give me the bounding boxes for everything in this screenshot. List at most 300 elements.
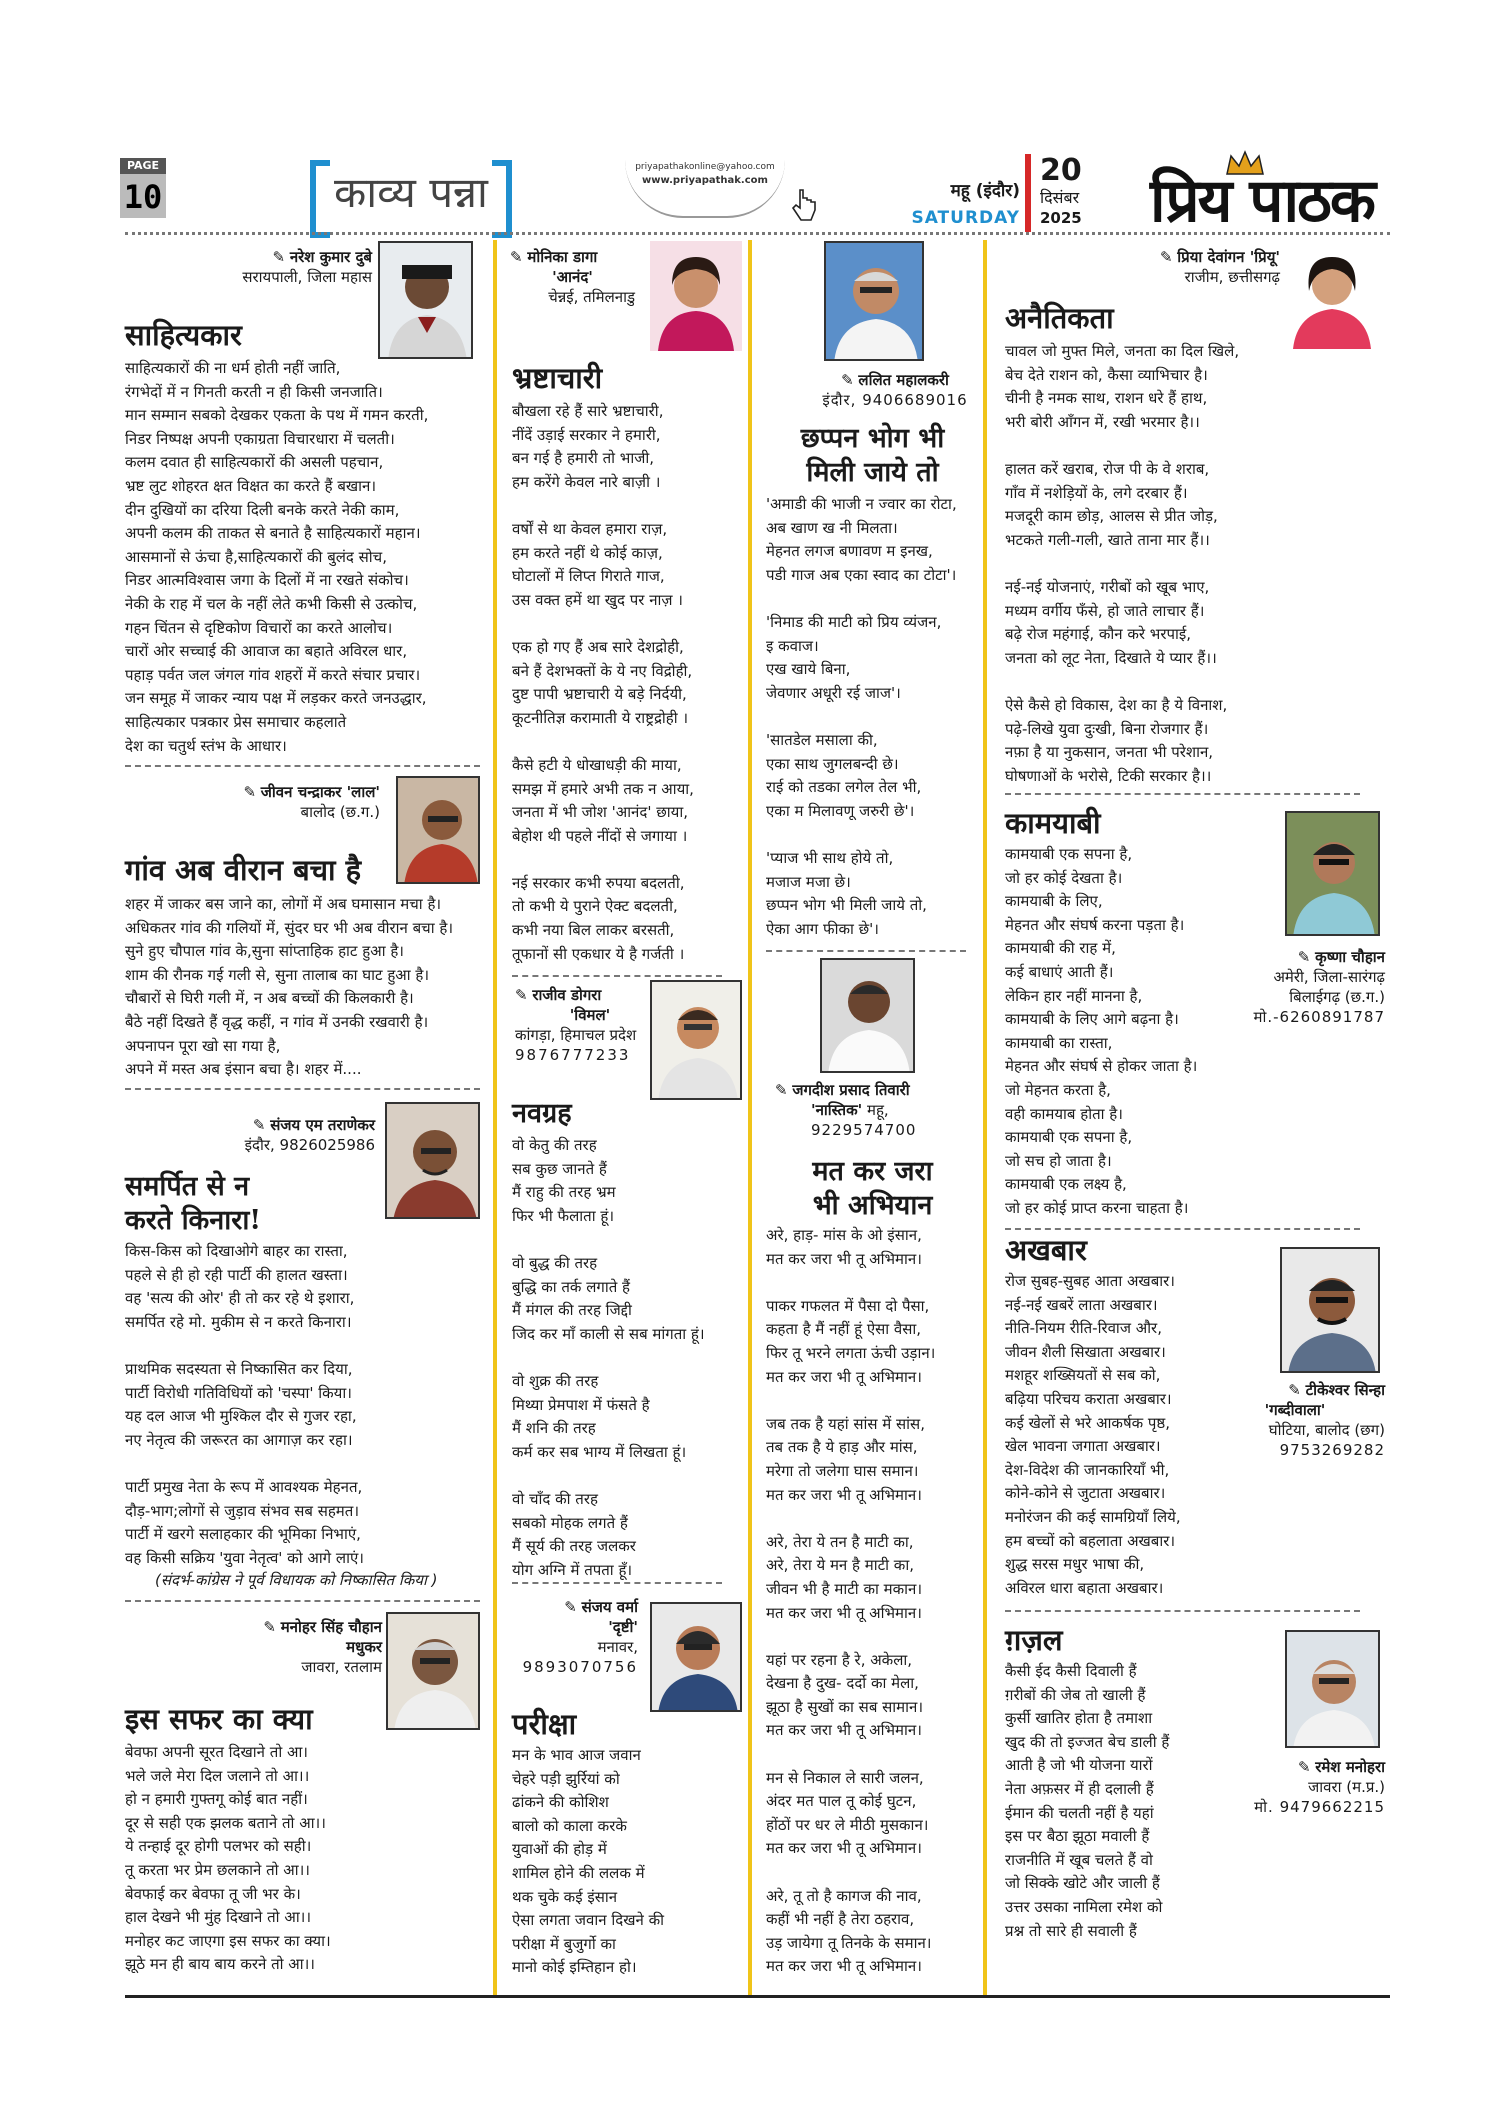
poem-line: कर्म कर सब भाग्य में लिखता हूं।: [512, 1442, 687, 1461]
stanza-gap: [512, 612, 744, 636]
poem-title: इस सफर का क्या: [125, 1702, 313, 1736]
poem-note: [155, 1569, 485, 1593]
poem-line: नई-नई योजनाएं, गरीबों को खूब भाए,: [1005, 577, 1210, 596]
column-divider: [983, 240, 987, 1995]
author-name-line2: 'गब्दीवाला': [1264, 1401, 1326, 1419]
poem-line: किस-किस को दिखाओगे बाहर का रास्ता,: [125, 1242, 348, 1260]
poem-line: समझ में हमारे अभी तक न आया,: [512, 779, 694, 798]
poem-line: जेवणार अधूरी रई जाज'।: [766, 683, 901, 702]
weekday: SATURDAY: [911, 208, 1020, 228]
author-phone: मो. 9479662215: [1254, 1798, 1385, 1816]
poem-line: नई सरकार कभी रुपया बदलती,: [512, 873, 685, 892]
poem-line: साहित्यकारों की ना धर्म होती नहीं जाति,: [125, 359, 341, 377]
author-name: ✎ ललित महालकरी: [810, 370, 980, 390]
poem-line: इ कवाज।: [766, 636, 819, 655]
stanza-gap: [766, 705, 981, 729]
poem-line: हालत करें खराब, रोज पी के वे शराब,: [1005, 459, 1210, 478]
poem-line: प्रश्न तो सारे ही सवाली हैं: [1005, 1921, 1137, 1940]
poem-line: वो शुक्र की तरह: [512, 1371, 599, 1390]
poem-line: तो कभी ये पुराने ऐक्ट बदलती,: [512, 897, 678, 916]
author-name-line2: 'नास्तिक': [811, 1101, 863, 1119]
author-credit: [515, 985, 665, 1065]
section-rule: [1005, 793, 1360, 795]
poem-body: [766, 493, 981, 941]
poem-line: जो हर कोई देखता है।: [1005, 868, 1123, 887]
poem-line: यहां पर रहना है रे, अकेला,: [766, 1650, 913, 1669]
author-place: घोटिया, बालोद (छग): [1268, 1421, 1385, 1439]
poem-line: योग अग्नि में तपता हूँ।: [512, 1560, 633, 1579]
poem-line: मानो कोई इम्तिहान हो।: [512, 1958, 637, 1977]
poem-line: अंदर मत पाल तू कोई घुटन,: [766, 1792, 917, 1811]
poem-line: कोने-कोने से जुटाता अखबार।: [1005, 1484, 1166, 1503]
author-phone: 9893070756: [522, 1658, 638, 1676]
poem-line: समर्पित रहे मो. मुकीम से न करते किनारा।: [125, 1312, 352, 1331]
poem-line: वो चाँद की तरह: [512, 1489, 598, 1508]
poem-line: मेहनत और संघर्ष करना पड़ता है।: [1005, 915, 1185, 934]
poem-line: कामयाबी के लिए,: [1005, 892, 1103, 911]
poem-line: वो बुद्ध की तरह: [512, 1253, 598, 1272]
poem-title-line: भी अभियान: [812, 1190, 933, 1221]
poem-line: नेकी के राह में चल के नहीं लेते कभी किसी से उत्कोच,: [125, 594, 418, 613]
poem-title-line: छप्पन भोग भी: [800, 423, 945, 454]
author-place: बालोद (छ.ग.): [300, 803, 380, 821]
poem-line: कामयाबी की राह में,: [1005, 939, 1116, 958]
author-place: सरायपाली, जिला महास: [242, 268, 372, 286]
author-place: कांगड़ा, हिमाचल प्रदेश: [515, 1026, 637, 1044]
author-credit: [170, 1617, 382, 1677]
stanza-gap: [766, 1743, 981, 1767]
author-place: चेन्नई, तमिलनाडु: [548, 288, 635, 306]
author-name: ✎ संजय वर्मा: [520, 1597, 638, 1617]
poem-line: मध्यम वर्गीय फँसे, हो जाते लाचार हैं।: [1005, 601, 1205, 620]
poem-line: एका म मिलावणू जरुरी छे'।: [766, 801, 915, 820]
author-place: राजीम, छत्तीसगढ़: [1184, 268, 1280, 286]
poem-line: गाँव में नशेड़ियों के, लगे दरबार हैं।: [1005, 483, 1188, 502]
author-photo: [650, 980, 742, 1100]
poem-line: बेवफाई कर बेवफा तू जी भर के।: [125, 1884, 301, 1903]
poem-line: नई-नई खबरें लाता अखबार।: [1005, 1295, 1158, 1314]
poem-line: निडर आत्मविश्वास जगा के दिलों में ना रखते संकोच।: [125, 571, 409, 590]
masthead: [120, 150, 1390, 235]
poem-line: अरे, तू तो है कागज की नाव,: [766, 1886, 922, 1905]
poem-line: कुर्सी खातिर होता है तमाशा: [1005, 1709, 1153, 1728]
date-year: 2025: [1040, 209, 1082, 227]
poem-line: मत कर जरा भी तू अभिमान।: [766, 1839, 922, 1858]
poem-line: शहर में जाकर बस जाने का, लोगों में अब घमासान मचा है।: [125, 895, 442, 913]
poem-line: वही कामयाब होता है।: [1005, 1104, 1123, 1123]
poem-title-line: मिली जाये तो: [806, 457, 939, 488]
poem-line: अरे, हाड़- मांस के ओ इंसान,: [766, 1226, 922, 1244]
author-credit: [810, 370, 980, 410]
poem-line: मनोरंजन की कई सामग्रियाँ लिये,: [1005, 1507, 1181, 1526]
poem-line: चारों ओर सच्चाई की आवाज का बहाते अविरल धार,: [125, 642, 408, 661]
poem-line: नेता अफ़सर में ही दलाली हैं: [1005, 1779, 1154, 1798]
stanza-gap: [766, 1861, 981, 1885]
stanza-gap: [125, 1452, 485, 1476]
poem-line: जन समूह में जाकर न्याय पक्ष में लड़कर करते जनउद्धार,: [125, 689, 427, 708]
poem-line: कैसे हटी ये धोखाधड़ी की माया,: [512, 755, 682, 774]
author-photo: [396, 776, 480, 884]
author-phone: 9229574700: [811, 1121, 917, 1139]
page-label: PAGE: [120, 158, 166, 174]
poem-line: जनता को लूट नेता, दिखाते ये प्यार हैं।।: [1005, 648, 1217, 667]
author-credit: [1205, 1380, 1385, 1460]
author-phone: मो.-6260891787: [1253, 1008, 1385, 1026]
date-month: दिसंबर: [1040, 188, 1080, 207]
poem-line: पाकर गफलत में पैसा दो पैसा,: [766, 1296, 930, 1315]
poem-line: गहन चिंतन से दृष्टिकोण विचारों का करते आलोच।: [125, 618, 393, 637]
author-name: ✎ मनोहर सिंह चौहान: [170, 1617, 382, 1637]
poem-line: झूठा है सुखों का सब सामान।: [766, 1697, 924, 1716]
poem-line: अविरल धारा बहाता अखबार।: [1005, 1578, 1164, 1597]
author-name: ✎ नरेश कुमार दुबे: [200, 247, 372, 267]
poem-line: अपने में मस्त अब इंसान बचा है। शहर में....: [125, 1060, 362, 1079]
poem-line: फिर तू भरने लगता ऊंची उड़ान।: [766, 1343, 936, 1362]
poem-line: आसमानों से ऊंचा है,साहित्यकारों की बुलंद सोच,: [125, 547, 387, 566]
section-rule: [125, 1088, 480, 1090]
poem-line: देखना है दुख- दर्दो का मेला,: [766, 1674, 919, 1693]
poem-line: सुने हुए चौपाल गांव के,सुना सांप्ताहिक हाट हुआ है।: [125, 942, 404, 961]
stanza-gap: [512, 494, 744, 518]
author-credit: [1205, 1757, 1385, 1817]
poem-line: मजदूरी काम छोड़, आलस से प्रीत जोड़,: [1005, 507, 1218, 526]
issue-date: [1040, 154, 1120, 228]
stanza-gap: [512, 1228, 744, 1252]
author-name: ✎ संजय एम तराणेकर: [170, 1115, 375, 1135]
stanza-gap: [512, 848, 744, 872]
poem-line: कहीं भी नहीं है तेरा ठहराव,: [766, 1910, 915, 1929]
author-credit: [1080, 247, 1280, 287]
section-rule: [766, 950, 966, 952]
poem-line: अरे, तेरा ये मन है माटी का,: [766, 1556, 914, 1575]
section-rule: [1005, 1228, 1360, 1230]
poem-line: हाल देखने भी मुंह दिखाने तो आ।।: [125, 1908, 312, 1927]
poem-line: हम करते नहीं थे कोई काज़,: [512, 543, 663, 562]
author-photo: [1285, 241, 1380, 349]
author-place: अमेरी, जिला-सारंगढ़: [1273, 968, 1385, 986]
poem-line: मैं राहु की तरह भ्रम: [512, 1183, 616, 1202]
poem-body: [1005, 843, 1275, 1221]
poem-line: झूठे मन ही बाय बाय करने तो आ।।: [125, 1955, 315, 1974]
poem-line: अरे, तेरा ये तन है माटी का,: [766, 1532, 914, 1551]
poem-line: मान सम्मान सबको देखकर एकता के पथ में गमन करती,: [125, 406, 429, 425]
poem-line: अब खाण ख नी मिलता।: [766, 518, 898, 537]
poem-line: मत कर जरा भी तू अभिमान।: [766, 1367, 922, 1386]
poem-line: कामयाबी एक लक्ष्य है,: [1005, 1175, 1127, 1194]
author-name: ✎ राजीव डोगरा: [515, 985, 665, 1005]
stanza-gap: [766, 823, 981, 847]
column-divider: [748, 240, 752, 1995]
poem-line: बालो को काला करके: [512, 1816, 627, 1835]
poem-line: तू करता भर प्रेम छलकाने तो आ।।: [125, 1860, 310, 1879]
date-divider: [1025, 154, 1031, 232]
section-rule: [512, 975, 722, 977]
author-name-line2: 'आनंद': [552, 268, 593, 286]
poem-line: हम बच्चों को बहलाता अखबार।: [1005, 1531, 1176, 1550]
author-place-line2: बिलाईगढ़ (छ.ग.): [1289, 988, 1385, 1006]
poem-line: कलम दवात ही साहित्यकारों की असली पहचान,: [125, 453, 384, 472]
poem-line: प्राथमिक सदस्यता से निष्कासित कर दिया,: [125, 1359, 353, 1378]
poem-title: नवग्रह: [512, 1098, 572, 1129]
poem-line: पार्टी प्रमुख नेता के रूप में आवश्यक मेहनत,: [125, 1477, 363, 1496]
poem-line: बेहोश थी पहले नींदों से जगाया ।: [512, 826, 688, 845]
poem-line: कहता है मैं नहीं हूं ऐसा वैसा,: [766, 1320, 922, 1339]
poem-line: चौबारों से घिरी गली में, न अब बच्चों की किलकारी है।: [125, 989, 414, 1008]
newspaper-logo: प्रिय पाठक: [1150, 166, 1374, 236]
poem-line: ऐका आग फीका छे'।: [766, 919, 879, 938]
poem-line: वर्षों से था केवल हमारा राज़,: [512, 519, 668, 538]
poem-line: मैं सूर्य की तरह जलकर: [512, 1537, 636, 1556]
poem-line: रोज सुबह-सुबह आता अखबार।: [1005, 1272, 1175, 1290]
poem-line: भले जले मेरा दिल जलाने तो आ।।: [125, 1766, 310, 1785]
section-rule: [125, 1600, 480, 1602]
poem-line: मेहनत लगज बणावण म इनख,: [766, 542, 933, 561]
stanza-gap: [766, 587, 981, 611]
author-photo: [386, 1612, 480, 1730]
poem-line: कामयाबी एक सपना है,: [1005, 845, 1133, 863]
author-credit: [200, 247, 372, 287]
website-badge[interactable]: [625, 160, 785, 218]
author-credit: [1205, 947, 1385, 1027]
poem-line: नींदें उड़ाई सरकार ने हमारी,: [512, 425, 661, 444]
poem-line: भ्रष्ट लुट शोहरत क्षत विक्षत का करते हैं बखान।: [125, 476, 377, 495]
section-title: काव्य पन्ना: [310, 160, 512, 226]
poem-body: [125, 893, 485, 1082]
author-place: मनावर,: [597, 1638, 638, 1656]
author-place: जावरा (म.प्र.): [1308, 1778, 1385, 1796]
stanza-gap: [766, 1389, 981, 1413]
poem-line: जो सच हो जाता है।: [1005, 1151, 1112, 1170]
poem-line: देश-विदेश की जानकारियाँ भी,: [1005, 1460, 1170, 1479]
author-credit: [170, 1115, 375, 1155]
header-rule: [125, 232, 1390, 235]
poem-line: एका साथ जुगलबन्दी छे।: [766, 754, 899, 773]
poem-line: मैं मंगल की तरह जिद्दी: [512, 1301, 632, 1320]
poem-line: अपनापन पूरा खो सा गया है,: [125, 1036, 281, 1055]
poem-note-text: (संदर्भ-कांग्रेस ने पूर्व विधायक को निष्कासित किया ): [155, 1571, 438, 1589]
author-photo: [385, 1102, 480, 1219]
poem-line: चेहरे पड़ी झुर्रियां को: [512, 1769, 620, 1788]
poem-line: तब तक है ये हाड़ और मांस,: [766, 1438, 918, 1457]
poem-line: मत कर जरा भी तू अभिमान।: [766, 1721, 922, 1740]
poem-line: उस वक्त हमें था खुद पर नाज़ ।: [512, 590, 683, 609]
author-name: ✎ मोनिका डागा: [510, 247, 635, 267]
poem-line: वह किसी सक्रिय 'युवा नेतृत्व' को आगे लाएं।: [125, 1548, 364, 1567]
poem-line: बने हैं देशभक्तों के ये नए विद्रोही,: [512, 661, 693, 680]
poem-line: दीन दुखियों का दरिया दिली बनके करते नेकी काम,: [125, 500, 400, 519]
stanza-gap: [766, 1507, 981, 1531]
poem-line: जो मेहनत करता है,: [1005, 1080, 1111, 1099]
poem-line: जीवन भी है माटी का मकान।: [766, 1579, 923, 1598]
poem-line: मशहूर शख्सियतों से सब को,: [1005, 1366, 1161, 1385]
poem-line: 'अमाडी की भाजी न ज्वार का रोटा,: [766, 495, 957, 513]
poem-line: राई को तडका लगेल तेल भी,: [766, 778, 922, 797]
author-place: महू,: [866, 1101, 889, 1119]
poem-line: मत कर जरा भी तू अभिमान।: [766, 1603, 922, 1622]
author-photo: [650, 1602, 742, 1712]
poem-line: भटकते गली-गली, खाते ताना मार हैं।।: [1005, 530, 1210, 549]
poem-line: नफ़ा है या नुकसान, जनता भी परेशान,: [1005, 743, 1214, 762]
poem-line: बन गई है हमारी तो भाजी,: [512, 449, 654, 468]
poem-line: मजाज मजा छे।: [766, 872, 851, 891]
poem-line: सबको मोहक लगते हैं: [512, 1513, 628, 1532]
poem-title-line: करते किनारा!: [125, 1205, 262, 1236]
author-name-line2: 'दृष्टी': [608, 1618, 638, 1636]
poem-line: जो हर कोई प्राप्त करना चाहता है।: [1005, 1198, 1189, 1217]
author-photo: [650, 241, 742, 351]
poem-line: ऐसा लगता जवान दिखने की: [512, 1911, 664, 1930]
page-number: 10: [120, 174, 166, 218]
author-name-line2: मधुकर: [346, 1638, 382, 1656]
poem-line: होंठों पर धर ले मीठी मुसकान।: [766, 1815, 929, 1834]
poem-line: शामिल होने की ललक में: [512, 1863, 645, 1882]
poem-line: तूफानों सी एकधार ये है गर्जती ।: [512, 944, 685, 963]
poem-body: [125, 1240, 485, 1570]
poem-line: उड़ जायेगा तू तिनके के समान।: [766, 1933, 932, 1952]
email-text: priyapathakonline@yahoo.com: [635, 162, 775, 172]
poem-line: यह दल आज भी मुश्किल दौर से गुजर रहा,: [125, 1407, 357, 1426]
poem-line: परीक्षा में बुजुर्गो का: [512, 1934, 616, 1953]
poem-line: शाम की रौनक गई गली से, सुना तालाब का घाट हुआ है।: [125, 965, 430, 984]
poem-line: जनता में भी जोश 'आनंद' छाया,: [512, 803, 688, 822]
poem-line: निडर निष्पक्ष अपनी एकाग्रता विचारधारा में चलती।: [125, 429, 395, 448]
poem-line: घोषणाओं के भरोसे, टिकी सरकार है।।: [1005, 766, 1212, 785]
poem-line: थक चुके कई इंसान: [512, 1887, 618, 1906]
stanza-gap: [125, 1334, 485, 1358]
poem-line: नीति-नियम रीति-रिवाज और,: [1005, 1319, 1162, 1338]
author-credit: [775, 1080, 980, 1140]
poem-line: चावल जो मुफ्त मिले, जनता का दिल खिले,: [1005, 342, 1240, 360]
author-photo: [1280, 1247, 1380, 1373]
poem-body: [512, 400, 744, 966]
poem-line: कामयाबी के लिए आगे बढ़ना है।: [1005, 1010, 1179, 1029]
poem-title: कामयाबी: [1005, 806, 1101, 840]
poem-line: बेच देते राशन को, कैसा व्याभिचार है।: [1005, 365, 1208, 384]
poem-body: [766, 1224, 981, 1979]
poem-line: जीवन शैली सिखाता अखबार।: [1005, 1342, 1166, 1361]
author-photo: [1285, 1630, 1380, 1748]
section-rule: [1005, 1610, 1360, 1612]
poem-line: पार्टी में खरगे सलाहकार की भूमिका निभाएं,: [125, 1525, 361, 1544]
poem-line: पहाड़ पर्वत जल जंगल गांव शहरों में करते संचार प्रचार।: [125, 665, 421, 684]
poem-line: इस पर बैठा झूठा मवाली हैं: [1005, 1827, 1150, 1846]
poem-line: दूर से सही एक झलक बताने तो आ।।: [125, 1813, 326, 1832]
poem-line: एख खाये बिना,: [766, 660, 851, 679]
poem-line: नए नेतृत्व की जरूरत का आगाज़ कर रहा।: [125, 1430, 353, 1449]
author-name: ✎ जीवन चन्द्राकर 'लाल': [160, 782, 380, 802]
poem-line: कई बाधाएं आती हैं।: [1005, 962, 1114, 981]
poem-line: खुद की तो इज्जत बेच डाली हैं: [1005, 1732, 1170, 1751]
poem-line: बढ़े रोज महंगाई, कौन करे भरपाई,: [1005, 625, 1192, 644]
stanza-gap: [766, 1625, 981, 1649]
poem-line: आती है जो भी योजना यारों: [1005, 1756, 1153, 1775]
poem-line: मिथ्या प्रेमपाश में फंसते है: [512, 1395, 650, 1414]
poem-line: देश का चतुर्थ स्तंभ के आधार।: [125, 736, 287, 755]
poem-title: [125, 1170, 261, 1238]
stanza-gap: [512, 730, 744, 754]
poem-line: कैसी ईद कैसी दिवाली हैं: [1005, 1662, 1137, 1680]
website-link[interactable]: www.priyapathak.com: [642, 175, 768, 186]
poem-line: मत कर जरा भी तू अभिमान।: [766, 1957, 922, 1976]
poem-line: 'प्याज भी साथ होये तो,: [766, 848, 894, 867]
poem-line: कभी नया बिल लाकर बरसती,: [512, 921, 675, 940]
poem-body: [512, 1134, 744, 1582]
poem-line: मन के भाव आज जवान: [512, 1746, 641, 1764]
poem-title: ग़ज़ल: [1005, 1623, 1063, 1657]
poem-line: उत्तर उसका नामिला रमेश को: [1005, 1897, 1163, 1916]
poem-line: शुद्ध सरस मधुर भाषा की,: [1005, 1555, 1145, 1574]
author-credit: [510, 247, 635, 307]
edition-place: महू (इंदौर): [950, 181, 1020, 201]
author-name: ✎ प्रिया देवांगन 'प्रियू': [1080, 247, 1280, 267]
poem-line: भरी बोरी आँगन में, रखी भरमार है।।: [1005, 412, 1200, 431]
poem-line: फिर भी फैलाता हूं।: [512, 1206, 615, 1225]
poem-line: दौड़-भाग;लोगों से जुड़ाव संभव सब सहमत।: [125, 1501, 360, 1520]
poem-body: [125, 357, 485, 758]
poem-title: अखबार: [1005, 1233, 1087, 1267]
poem-line: अधिकतर गांव की गलियों में, सुंदर घर भी अब वीरान बचा है।: [125, 918, 454, 937]
poem-line: वह 'सत्य की ओर' ही तो कर रहे थे इशारा,: [125, 1289, 355, 1308]
poem-line: अपनी कलम की ताकत से बनाते है साहित्यकारों महान।: [125, 524, 421, 543]
poem-title-line: समर्पित से न: [125, 1171, 250, 1202]
author-photo: [378, 241, 473, 359]
stanza-gap: [766, 1271, 981, 1295]
poem-line: ऐसे कैसे हो विकास, देश का है ये विनाश,: [1005, 695, 1228, 714]
poem-line: मनोहर कट जाएगा इस सफर का क्या।: [125, 1931, 331, 1950]
poem-body: [1005, 340, 1385, 788]
column-divider: [493, 240, 497, 1995]
stanza-gap: [1005, 552, 1385, 576]
poem-line: बेवफा अपनी सूरत दिखाने तो आ।: [125, 1743, 308, 1761]
poem-line: ये तन्हाई दूर होगी पलभर को सही।: [125, 1837, 312, 1856]
poem-line: चीनी है नमक साथ, राशन धरे हैं हाथ,: [1005, 389, 1208, 408]
poem-line: राजनीति में खूब चलते हैं वो: [1005, 1850, 1153, 1869]
author-place: इंदौर, 9406689016: [822, 391, 968, 409]
poem-line: ईमान की चलती नहीं है यहां: [1005, 1803, 1154, 1822]
section-rule: [512, 1582, 722, 1584]
stanza-gap: [512, 1346, 744, 1370]
poem-line: वो केतु की तरह: [512, 1136, 597, 1154]
poem-line: सब कुछ जानते हैं: [512, 1159, 607, 1178]
poem-line: मेहनत और संघर्ष से होकर जाता है।: [1005, 1057, 1198, 1076]
poem-title: साहित्यकार: [125, 318, 242, 352]
poem-line: बैठे नहीं दिखते हैं वृद्ध कहीं, न गांव में उनकी रखवारी है।: [125, 1012, 429, 1031]
poem-line: युवाओं की होड़ में: [512, 1840, 607, 1859]
poem-title: गांव अब वीरान बचा है: [125, 853, 362, 887]
author-name: ✎ रमेश मनोहरा: [1205, 1757, 1385, 1777]
pointer-hand-icon: [792, 188, 818, 224]
author-phone: 9753269282: [1279, 1441, 1385, 1459]
poem-line: घोटालों में लिप्त गिराते गाज,: [512, 567, 665, 586]
date-day: 20: [1040, 153, 1082, 188]
author-photo: [1285, 811, 1380, 936]
author-credit: [520, 1597, 638, 1677]
stanza-gap: [1005, 434, 1385, 458]
section-rule: [125, 765, 480, 767]
poem-line: कामयाबी एक सपना है,: [1005, 1128, 1133, 1147]
poem-line: पढ़े-लिखे युवा दुःखी, बिना रोजगार हैं।: [1005, 719, 1209, 738]
poem-line: लेकिन हार नहीं मानना है,: [1005, 986, 1143, 1005]
page-number-box: [120, 158, 166, 224]
poem-line: 'सातडेल मसाला की,: [766, 730, 878, 749]
stanza-gap: [1005, 670, 1385, 694]
poem-title: [765, 1155, 980, 1223]
poem-line: बौखला रहे हैं सारे भ्रष्टाचारी,: [512, 402, 664, 420]
poem-line: जो सिक्के खोटे और जाली हैं: [1005, 1874, 1160, 1893]
poem-line: पार्टी विरोधी गतिविधियों को 'चस्पा' किया।: [125, 1383, 352, 1402]
poem-line: खेल भावना जगाता अखबार।: [1005, 1437, 1161, 1456]
poem-line: मत कर जरा भी तू अभिमान।: [766, 1485, 922, 1504]
